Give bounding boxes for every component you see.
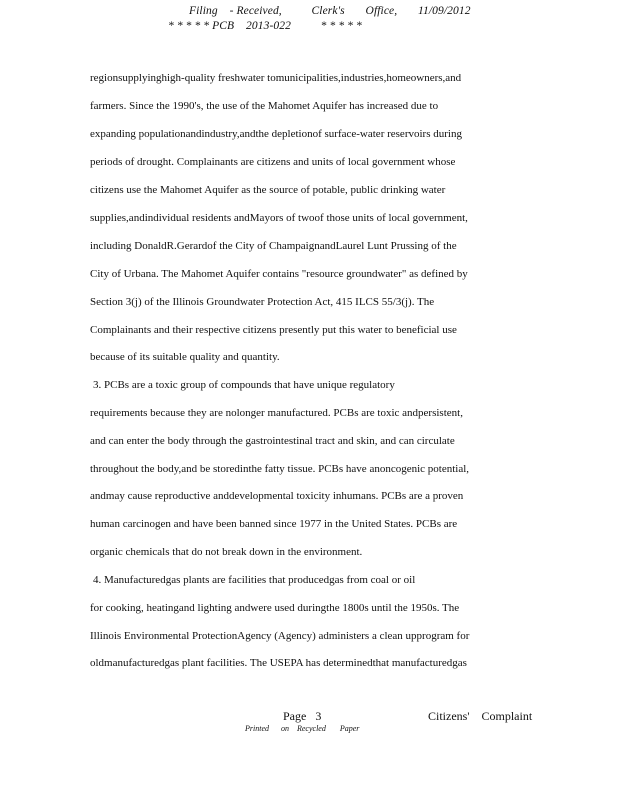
body-line: periods of drought. Complainants are citizens and units of local government whose (90, 156, 456, 168)
body-line: throughout the body,and be storedinthe fatty tissue. PCBs have anoncogenic potential, (90, 463, 470, 475)
filing-stamp-line2: * * * * * PCB 2013-022 * * * * * (168, 20, 362, 32)
body-line: andmay cause reproductive anddevelopmental toxicity inhumans. PCBs are a proven (90, 490, 464, 502)
document-title: Citizens' Complaint (428, 709, 533, 723)
body-line: including DonaldR.Gerardof the City of ChampaignandLaurel Lunt Prussing of the (90, 240, 457, 252)
body-line: Complainants and their respective citizens presently put this water to beneficial use (90, 324, 457, 336)
body-line: regionsupplyinghigh-quality freshwater tomunicipalities,industries,homeowners,and (90, 72, 462, 84)
body-line: organic chemicals that do not break down in the environment. (90, 546, 363, 558)
recycled-paper-note: Printed on Recycled Paper (245, 724, 360, 733)
body-line: Section 3(j) of the Illinois Groundwater Protection Act, 415 ILCS 55/3(j). The (90, 296, 435, 308)
body-line: and can enter the body through the gastrointestinal tract and skin, and can circulate (90, 435, 455, 447)
body-line: requirements because they are nolonger manufactured. PCBs are toxic andpersistent, (90, 407, 463, 419)
body-line: farmers. Since the 1990's, the use of the Mahomet Aquifer has increased due to (90, 100, 439, 112)
body-line: for cooking, heatingand lighting andwere used duringthe 1800s until the 1950s. The (90, 602, 460, 614)
body-line: citizens use the Mahomet Aquifer as the source of potable, public drinking water (90, 184, 446, 196)
body-line: oldmanufacturedgas plant facilities. The USEPA has determinedthat manufacturedgas (90, 657, 467, 669)
body-line: because of its suitable quality and quantity. (90, 351, 280, 363)
body-line: supplies,andindividual residents andMayors of twoof those units of local government, (90, 212, 468, 224)
body-line: human carcinogen and have been banned since 1977 in the United States. PCBs are (90, 518, 458, 530)
body-line: expanding populationandindustry,andthe depletionof surface-water reservoirs during (90, 128, 462, 140)
page-number: Page 3 (283, 709, 322, 723)
body-line: City of Urbana. The Mahomet Aquifer contains "resource groundwater" as defined by (90, 268, 468, 280)
filing-stamp-line1: Filing - Received, Clerk's Office, 11/09/2012 (189, 5, 471, 17)
paragraph-start-4: 4. Manufacturedgas plants are facilities that producedgas from coal or oil (93, 574, 416, 586)
paragraph-start-3: 3. PCBs are a toxic group of compounds that have unique regulatory (93, 379, 395, 391)
body-line: Illinois Environmental ProtectionAgency (Agency) administers a clean upprogram for (90, 630, 470, 642)
